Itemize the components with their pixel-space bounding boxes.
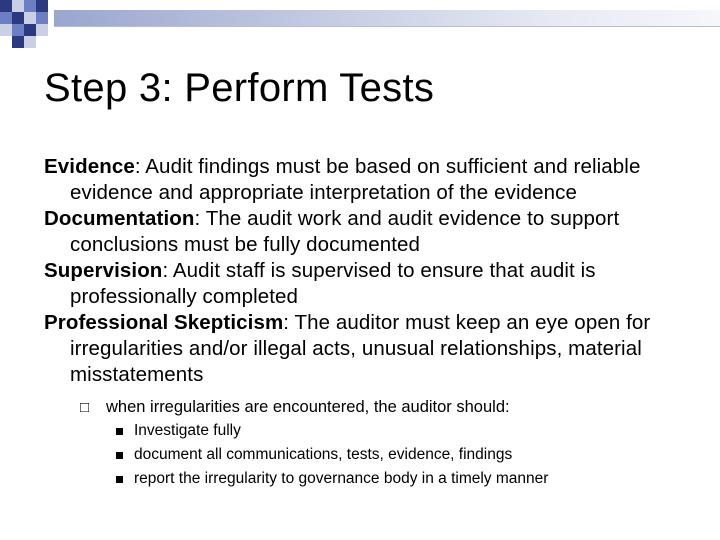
header-square bbox=[36, 12, 48, 24]
hollow-square-icon: □ bbox=[80, 399, 90, 416]
item-term: Evidence bbox=[44, 155, 135, 178]
header-square bbox=[24, 0, 36, 12]
header-square bbox=[0, 12, 12, 24]
item-text: : The audit work and audit evidence to support conclusions must be fully documented bbox=[70, 207, 620, 256]
action-text: Investigate fully bbox=[134, 422, 241, 439]
header-square bbox=[36, 24, 48, 36]
header-square bbox=[24, 24, 36, 36]
header-square bbox=[12, 0, 24, 12]
item-text: : Audit staff is supervised to ensure that audit is professionally completed bbox=[70, 259, 596, 308]
list-item bbox=[44, 206, 684, 258]
list-item bbox=[44, 154, 684, 206]
header-square bbox=[12, 12, 24, 24]
header-square bbox=[24, 12, 36, 24]
header-divider bbox=[54, 26, 720, 27]
sub-bullet-text: when irregularities are encountered, the auditor should: bbox=[106, 398, 510, 416]
item-text: : Audit findings must be based on sufficient and reliable evidence and appropriate interpretation of the evidence bbox=[70, 155, 641, 204]
square-bullet-icon bbox=[116, 452, 123, 459]
square-bullet-icon bbox=[116, 428, 123, 435]
item-text: : The auditor must keep an eye open for irregularities and/or illegal acts, unusual relationships, material misstatements bbox=[70, 311, 651, 386]
slide-title: Step 3: Perform Tests bbox=[44, 66, 435, 110]
header-gradient-bar bbox=[54, 10, 720, 26]
sub-bullet bbox=[80, 396, 684, 418]
action-item bbox=[134, 468, 684, 490]
item-term: Documentation bbox=[44, 207, 195, 230]
header-square bbox=[12, 36, 24, 48]
slide-body bbox=[44, 154, 684, 490]
header-square bbox=[12, 24, 24, 36]
action-item bbox=[134, 420, 684, 442]
square-bullet-icon bbox=[116, 476, 123, 483]
header-square bbox=[0, 0, 12, 12]
item-term: Supervision bbox=[44, 259, 163, 282]
header-square bbox=[24, 36, 36, 48]
list-item bbox=[44, 258, 684, 310]
header-square bbox=[36, 0, 48, 12]
action-item bbox=[134, 444, 684, 466]
item-term: Professional Skepticism bbox=[44, 311, 284, 334]
action-text: report the irregularity to governance body in a timely manner bbox=[134, 470, 549, 487]
action-text: document all communications, tests, evidence, findings bbox=[134, 446, 513, 463]
header-square bbox=[0, 24, 12, 36]
list-item bbox=[44, 310, 684, 388]
